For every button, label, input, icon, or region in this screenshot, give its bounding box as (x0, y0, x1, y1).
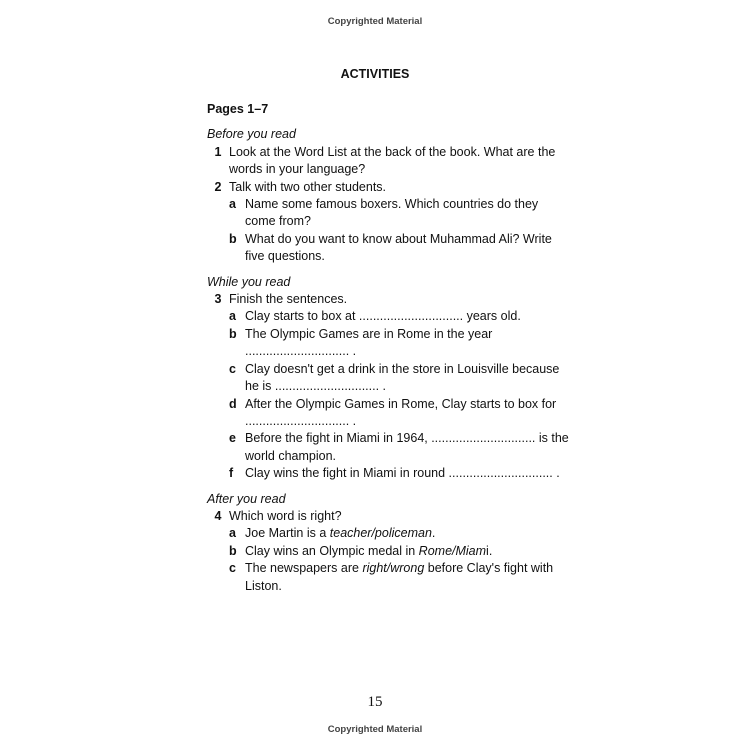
item-number: 2 (214, 179, 222, 194)
sub-item-text (245, 231, 567, 266)
item-text (229, 291, 567, 308)
sub-item-line (245, 543, 567, 560)
sub-item (207, 326, 567, 361)
activity-item (207, 508, 567, 525)
activity-item (207, 291, 567, 308)
sub-item-line: world champion. (245, 448, 337, 463)
italic-choice: right/wrong (362, 561, 425, 576)
page-number: 15 (367, 694, 383, 710)
item-line: Which word is right? (229, 508, 342, 523)
sub-item-line: Liston. (245, 578, 282, 593)
sub-item-text (245, 543, 567, 560)
activity-item (207, 144, 567, 179)
text: . (431, 526, 436, 541)
item-number: 1 (214, 144, 222, 159)
item-line: words in your language? (229, 162, 366, 177)
sub-item-line: .............................. . (245, 413, 357, 428)
sub-item-text (245, 396, 567, 431)
sub-item (207, 361, 567, 396)
text: before Clay's fight with (424, 561, 554, 576)
sub-item-line: five questions. (245, 249, 325, 264)
sub-item-line: he is .............................. . (245, 379, 387, 394)
sub-item-line: Before the fight in Miami in 1964, .............................. is the (245, 431, 569, 446)
sub-item-line: After the Olympic Games in Rome, Clay starts to box for (245, 396, 557, 411)
sub-item-letter: a (229, 309, 236, 324)
item-line: Look at the Word List at the back of the book. What are the (229, 144, 556, 159)
item-text (229, 508, 567, 525)
sub-item-line (245, 525, 567, 542)
page-title: ACTIVITIES (340, 67, 410, 81)
section-pages: Pages 1–7 (207, 102, 269, 116)
item-text (229, 179, 567, 196)
sub-item-text (245, 361, 567, 396)
sub-item (207, 465, 567, 482)
item-number: 3 (214, 292, 222, 307)
sub-item (207, 543, 567, 560)
text: Clay wins an Olympic medal in (245, 543, 419, 558)
activities-content (207, 101, 567, 595)
text: i. (486, 543, 493, 558)
sub-item-letter: d (229, 396, 237, 411)
sub-item-letter: e (229, 431, 236, 446)
copyright-footer: Copyrighted Material (327, 724, 423, 735)
sub-item-letter: b (229, 326, 237, 341)
sub-item-line: Clay wins the fight in Miami in round .............................. . (245, 466, 560, 481)
section-heading: Before you read (207, 127, 296, 142)
sub-item-line: The Olympic Games are in Rome in the year (245, 326, 493, 341)
sub-item-text (245, 196, 567, 231)
sub-item-text (245, 560, 567, 595)
text: Joe Martin is a (245, 526, 330, 541)
text: The newspapers are (245, 561, 363, 576)
sub-item (207, 396, 567, 431)
sub-item-letter: a (229, 526, 236, 541)
sub-item-letter: b (229, 543, 237, 558)
sub-item (207, 231, 567, 266)
italic-choice: Rome/Miam (418, 543, 487, 558)
sub-item-letter: c (229, 561, 236, 576)
sub-item (207, 196, 567, 231)
sub-item-letter: f (229, 466, 234, 481)
sub-item-text (245, 525, 567, 542)
italic-choice: teacher/policeman (329, 526, 432, 541)
sub-item-text (245, 430, 569, 465)
sub-item-letter: c (229, 361, 236, 376)
sub-item-letter: b (229, 231, 237, 246)
sub-item-line: come from? (245, 214, 311, 229)
sub-item-line (245, 560, 567, 577)
copyright-header: Copyrighted Material (327, 16, 423, 27)
sub-item-line: What do you want to know about Muhammad Ali? Write (245, 231, 552, 246)
sub-item-line: Clay starts to box at .............................. years old. (245, 309, 521, 324)
sub-item (207, 525, 567, 542)
sub-item (207, 430, 567, 465)
item-text (229, 144, 567, 179)
section-heading: After you read (207, 491, 286, 506)
sub-item-line: Name some famous boxers. Which countries do they (245, 197, 539, 212)
sub-item-text (245, 465, 567, 482)
item-number: 4 (214, 508, 222, 523)
item-line: Finish the sentences. (229, 292, 348, 307)
item-line: Talk with two other students. (229, 179, 387, 194)
section-heading: While you read (207, 274, 291, 289)
sub-item-text (245, 308, 567, 325)
activity-item (207, 179, 567, 196)
sub-item-text (245, 326, 567, 361)
sub-item-line: .............................. . (245, 344, 357, 359)
sub-item-letter: a (229, 197, 236, 212)
sub-item (207, 308, 567, 325)
sub-item (207, 560, 567, 595)
sub-item-line: Clay doesn't get a drink in the store in Louisville because (245, 361, 560, 376)
